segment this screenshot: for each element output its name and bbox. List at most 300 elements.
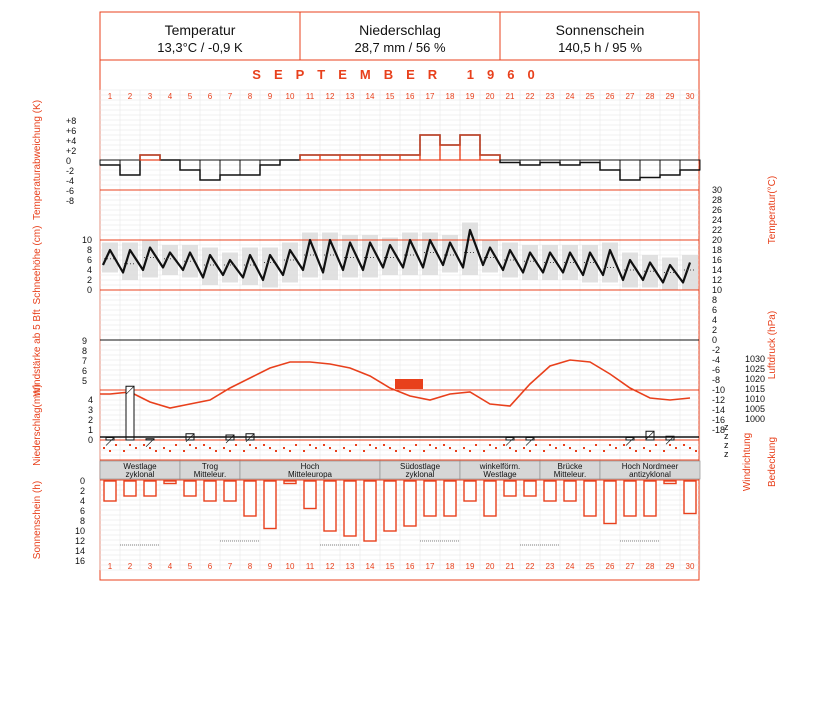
- weather-type-label: Mitteleuropa: [287, 470, 333, 479]
- sunshine-bar: [564, 481, 576, 501]
- winddir-dot: [695, 450, 697, 452]
- winddir-dot: [243, 450, 245, 452]
- winddir-dot: [315, 447, 317, 449]
- sunshine-axis-label: Sonnenschein (h): [32, 480, 43, 560]
- temperature-value: 13,3°C / -0,9 K: [157, 40, 243, 55]
- temperature-tick: -2: [712, 345, 721, 355]
- winddir-dot: [395, 450, 397, 452]
- day-label: 18: [445, 562, 455, 571]
- winddir-dot: [475, 444, 477, 446]
- precip-tick: 4: [88, 395, 94, 405]
- day-label: 24: [565, 92, 575, 101]
- weather-type-label: zyklonal: [405, 470, 435, 479]
- winddir-dot: [489, 444, 491, 446]
- winddir-dot: [235, 444, 237, 446]
- wind-tick: 8: [82, 346, 88, 356]
- wind-tick: 7: [82, 356, 88, 366]
- sunshine-bar: [404, 481, 416, 526]
- winddir-dot: [189, 444, 191, 446]
- winddir-dot: [229, 450, 231, 452]
- anomaly-tick: -2: [66, 166, 75, 176]
- day-label: 15: [385, 562, 395, 571]
- anomaly-axis-label: Temperaturabweichung (K): [32, 99, 43, 221]
- day-label: 25: [585, 562, 595, 571]
- winddir-dot: [663, 450, 665, 452]
- temp-range-rect: [422, 233, 438, 276]
- anomaly-tick: +6: [66, 126, 77, 136]
- winddir-dot: [123, 450, 125, 452]
- day-label: 29: [665, 562, 675, 571]
- pressure-tick: 1025: [745, 364, 766, 374]
- temp-range-rect: [262, 248, 278, 288]
- day-label: 17: [425, 562, 435, 571]
- weather-type-label: Südostlage: [399, 462, 441, 471]
- day-label: 12: [325, 92, 335, 101]
- sunshine-bar: [604, 481, 616, 524]
- winddir-dot: [455, 450, 457, 452]
- temperature-axis-label: Temperatur(°C): [767, 175, 778, 245]
- day-label: 27: [625, 92, 635, 101]
- pressure-tick: 1030: [745, 354, 766, 364]
- weather-type-label: Westlage: [123, 462, 157, 471]
- wind-tick: 6: [82, 366, 88, 376]
- winddir-dot: [169, 450, 171, 452]
- winddir-dot: [435, 447, 437, 449]
- day-label: 30: [685, 562, 695, 571]
- anomaly-tick: +2: [66, 146, 77, 156]
- winddir-dot: [535, 444, 537, 446]
- sunshine-bar: [644, 481, 656, 516]
- winddir-dot: [163, 447, 165, 449]
- anomaly-bar: [120, 160, 140, 175]
- weather-type-label: Trog: [201, 462, 219, 471]
- sunshine-bar: [664, 481, 676, 484]
- winddir-dot: [323, 444, 325, 446]
- winddir-dot: [555, 447, 557, 449]
- temperature-tick: 20: [712, 235, 723, 245]
- winddir-dot: [529, 450, 531, 452]
- winddir-dot: [495, 447, 497, 449]
- winddir-dot: [303, 450, 305, 452]
- winddir-dot: [655, 444, 657, 446]
- day-labels-bottom: [108, 562, 695, 571]
- temperature-tick: 14: [712, 265, 723, 275]
- sunshine-bar: [544, 481, 556, 501]
- anomaly-negative-block: [120, 160, 140, 175]
- sunshine-bar: [104, 481, 116, 501]
- day-label: 18: [445, 92, 455, 101]
- anomaly-bar: [420, 135, 440, 160]
- anomaly-bar: [660, 160, 680, 175]
- anomaly-tick: -8: [66, 196, 75, 206]
- weather-type-label: Hoch: [300, 462, 320, 471]
- winddir-dot: [375, 447, 377, 449]
- anomaly-bar: [220, 160, 240, 175]
- anomaly-tick: -6: [66, 186, 75, 196]
- day-label: 22: [525, 562, 535, 571]
- anomaly-positive-block: [440, 145, 460, 160]
- day-label: 12: [325, 562, 335, 571]
- winddir-dot: [389, 447, 391, 449]
- temp-range-rect: [682, 255, 698, 290]
- temperature-tick: -6: [712, 365, 721, 375]
- day-label: 16: [405, 562, 415, 571]
- anomaly-negative-block: [220, 160, 240, 175]
- winddir-dot: [355, 444, 357, 446]
- winddir-tick: z: [724, 422, 729, 432]
- sunshine-bar: [184, 481, 196, 496]
- sunshine-tick: 4: [79, 496, 85, 506]
- temperature-tick: -8: [712, 375, 721, 385]
- winddir-dot: [369, 444, 371, 446]
- temp-range-rect: [142, 240, 158, 278]
- day-label: 11: [305, 92, 315, 101]
- temperature-tick: 16: [712, 255, 723, 265]
- winddir-dot: [689, 447, 691, 449]
- day-label: 9: [267, 92, 273, 101]
- sunshine-tick: 12: [74, 536, 85, 546]
- sunshine-title: Sonnenschein: [555, 22, 645, 38]
- sunshine-bar: [424, 481, 436, 516]
- winddir-dot: [523, 447, 525, 449]
- temperature-tick: 22: [712, 225, 723, 235]
- day-label: 27: [625, 562, 635, 571]
- winddir-dot: [115, 444, 117, 446]
- day-label: 20: [485, 92, 495, 101]
- winddir-dot: [415, 444, 417, 446]
- pressure-tick: 1015: [745, 384, 766, 394]
- day-label: 3: [147, 562, 153, 571]
- day-label: 26: [605, 92, 615, 101]
- winddir-dot: [549, 444, 551, 446]
- temperature-tick: 10: [712, 285, 723, 295]
- sunshine-bar: [444, 481, 456, 516]
- anomaly-negative-block: [540, 160, 560, 163]
- weather-type-label: Mitteleur.: [553, 470, 587, 479]
- winddir-dot: [423, 450, 425, 452]
- day-label: 11: [305, 562, 315, 571]
- day-label: 7: [227, 92, 233, 101]
- winddir-dot: [449, 447, 451, 449]
- anomaly-bar: [240, 160, 260, 175]
- day-label: 15: [385, 92, 395, 101]
- sunshine-bar: [204, 481, 216, 501]
- winddir-dot: [129, 444, 131, 446]
- sunshine-tick: 0: [79, 476, 85, 486]
- sunshine-bar: [524, 481, 536, 496]
- sunshine-bar: [224, 481, 236, 501]
- day-label: 23: [545, 92, 555, 101]
- cloud-axis-label: Bedeckung: [767, 436, 778, 488]
- sunshine-bar: [684, 481, 696, 514]
- day-label: 24: [565, 562, 575, 571]
- day-label: 17: [425, 92, 435, 101]
- winddir-dot: [509, 447, 511, 449]
- temperature-tick: -12: [712, 395, 726, 405]
- day-label: 30: [685, 92, 695, 101]
- day-label: 3: [147, 92, 153, 101]
- sunshine-bar: [244, 481, 256, 516]
- day-label: 4: [167, 562, 173, 571]
- temp-range-rect: [122, 243, 138, 281]
- sunshine-tick: 6: [79, 506, 85, 516]
- winddir-dot: [335, 450, 337, 452]
- day-label: 29: [665, 92, 675, 101]
- day-label: 5: [187, 92, 193, 101]
- temperature-tick: 28: [712, 195, 723, 205]
- winddir-dot: [583, 447, 585, 449]
- day-label: 8: [247, 562, 253, 571]
- winddir-dot: [283, 447, 285, 449]
- winddir-dot: [109, 450, 111, 452]
- snow-tick: 8: [86, 245, 92, 255]
- winddir-dot: [215, 450, 217, 452]
- winddir-tick: z: [724, 431, 729, 441]
- weather-type-label: winkelförm.: [479, 462, 521, 471]
- sunshine-bar: [304, 481, 316, 509]
- anomaly-tick: +8: [66, 116, 77, 126]
- day-label: 1: [107, 92, 113, 101]
- sunshine-bar: [164, 481, 176, 484]
- temp-range-rect: [362, 235, 378, 278]
- sunshine-bar: [344, 481, 356, 536]
- winddir-dot: [683, 444, 685, 446]
- precipitation-title: Niederschlag: [359, 22, 441, 38]
- winddir-dot: [329, 447, 331, 449]
- pressure-tick: 1005: [745, 404, 766, 414]
- weather-type-label: zyklonal: [125, 470, 155, 479]
- sunshine-tick: 2: [79, 486, 85, 496]
- day-label: 2: [127, 562, 133, 571]
- winddir-dot: [515, 450, 517, 452]
- anomaly-negative-block: [660, 160, 680, 175]
- anomaly-bar: [440, 145, 460, 160]
- sunshine-bar: [264, 481, 276, 529]
- day-label: 2: [127, 92, 133, 101]
- day-label: 19: [465, 562, 475, 571]
- snow-axis-label: Schneehöhe (cm): [32, 225, 43, 305]
- temperature-tick: 24: [712, 215, 723, 225]
- month-title: SEPTEMBER 1960: [252, 67, 548, 82]
- winddir-dot: [669, 444, 671, 446]
- weather-type-label: Hoch Nordmeer: [621, 462, 679, 471]
- winddir-dot: [675, 447, 677, 449]
- winddir-dot: [155, 450, 157, 452]
- anomaly-positive-block: [460, 135, 480, 160]
- winddir-dot: [649, 450, 651, 452]
- winddir-dot: [609, 444, 611, 446]
- day-label: 23: [545, 562, 555, 571]
- sunshine-value: 140,5 h / 95 %: [558, 40, 642, 55]
- temperature-tick: 8: [712, 295, 718, 305]
- temperature-tick: 26: [712, 205, 723, 215]
- snow-tick: 6: [86, 255, 92, 265]
- winddir-dot: [349, 450, 351, 452]
- sunshine-bar: [464, 481, 476, 501]
- winddir-dot: [569, 447, 571, 449]
- winddir-dot: [383, 444, 385, 446]
- winddir-dot: [195, 447, 197, 449]
- winddir-dot: [203, 444, 205, 446]
- day-labels-top: [108, 92, 695, 101]
- wind-axis-label: Windstärke ab 5 Bft: [32, 309, 43, 397]
- winddir-dot: [589, 450, 591, 452]
- temperature-tick: 18: [712, 245, 723, 255]
- pressure-tick: 1000: [745, 414, 766, 424]
- winddir-dot: [263, 444, 265, 446]
- winddir-dot: [363, 450, 365, 452]
- day-label: 16: [405, 92, 415, 101]
- winddir-dot: [343, 447, 345, 449]
- sunshine-bar: [124, 481, 136, 496]
- day-label: 21: [505, 92, 515, 101]
- winddir-dot: [443, 444, 445, 446]
- day-label: 22: [525, 92, 535, 101]
- weather-type-label: antizyklonal: [629, 470, 671, 479]
- winddir-dot: [289, 450, 291, 452]
- anomaly-negative-block: [500, 160, 520, 163]
- precipitation-value: 28,7 mm / 56 %: [354, 40, 446, 55]
- day-label: 7: [227, 562, 233, 571]
- winddir-dot: [135, 447, 137, 449]
- weather-type-label: Mitteleur.: [193, 470, 227, 479]
- winddir-dot: [255, 447, 257, 449]
- winddir-dot: [483, 450, 485, 452]
- day-label: 5: [187, 562, 193, 571]
- winddir-dot: [615, 447, 617, 449]
- winddir-dot: [249, 444, 251, 446]
- temperature-tick: 0: [712, 335, 718, 345]
- anomaly-bar: [460, 135, 480, 160]
- weather-type-label: Westlage: [483, 470, 517, 479]
- winddir-axis-label: Windrichtung: [742, 432, 753, 492]
- wind-tick: 5: [82, 376, 88, 386]
- sunshine-tick: 14: [74, 546, 85, 556]
- snow-tick: 0: [86, 285, 92, 295]
- day-label: 13: [345, 562, 355, 571]
- winddir-dot: [643, 447, 645, 449]
- sunshine-tick: 16: [74, 556, 85, 566]
- temperature-tick: -16: [712, 415, 726, 425]
- wind-tick: 9: [82, 336, 88, 346]
- day-label: 19: [465, 92, 475, 101]
- weather-type-strip: [100, 461, 700, 479]
- winddir-dot: [209, 447, 211, 449]
- winddir-dot: [563, 444, 565, 446]
- day-label: 4: [167, 92, 173, 101]
- precip-tick: 0: [88, 435, 94, 445]
- anomaly-negative-block: [240, 160, 260, 175]
- temperature-tick: 30: [712, 185, 723, 195]
- precip-tick: 2: [88, 415, 94, 425]
- wind-bar: [395, 379, 423, 389]
- precip-axis-label: Niederschlag(mm): [32, 384, 43, 466]
- temperature-tick: 6: [712, 305, 718, 315]
- anomaly-tick: -4: [66, 176, 75, 186]
- sunshine-tick: 10: [74, 526, 85, 536]
- sunshine-bar: [484, 481, 496, 516]
- winddir-tick: z: [724, 440, 729, 450]
- temperature-tick: 12: [712, 275, 723, 285]
- sunshine-bar: [624, 481, 636, 516]
- precip-bar: [126, 386, 134, 440]
- day-label: 26: [605, 562, 615, 571]
- winddir-dot: [629, 447, 631, 449]
- winddir-dot: [595, 444, 597, 446]
- day-label: 8: [247, 92, 253, 101]
- winddir-dot: [469, 450, 471, 452]
- winddir-dot: [503, 444, 505, 446]
- day-label: 6: [207, 562, 213, 571]
- anomaly-negative-block: [580, 160, 600, 163]
- pressure-axis-label: Luftdruck (hPa): [767, 310, 778, 380]
- sunshine-bar: [144, 481, 156, 496]
- temperature-tick: 4: [712, 315, 718, 325]
- winddir-dot: [403, 447, 405, 449]
- temperature-tick: -4: [712, 355, 721, 365]
- day-label: 21: [505, 562, 515, 571]
- winddir-dot: [275, 450, 277, 452]
- anomaly-tick: 0: [66, 156, 72, 166]
- day-label: 10: [285, 92, 295, 101]
- winddir-dot: [183, 450, 185, 452]
- day-label: 20: [485, 562, 495, 571]
- day-label: 28: [645, 92, 655, 101]
- day-label: 9: [267, 562, 273, 571]
- day-label: 28: [645, 562, 655, 571]
- temperature-tick: -18: [712, 425, 726, 435]
- winddir-dot: [175, 444, 177, 446]
- winddir-dot: [623, 444, 625, 446]
- sunshine-tick: 8: [79, 516, 85, 526]
- snow-tick: 10: [81, 235, 92, 245]
- sunshine-bar: [364, 481, 376, 541]
- precipitation-bars: [100, 386, 699, 447]
- winddir-dot: [543, 450, 545, 452]
- winddir-dot: [463, 447, 465, 449]
- temperature-title: Temperatur: [164, 22, 236, 38]
- winddir-dot: [143, 444, 145, 446]
- day-label: 14: [365, 92, 375, 101]
- precip-tick: 1: [88, 425, 94, 435]
- winddir-dot: [269, 447, 271, 449]
- temperature-tick: -10: [712, 385, 726, 395]
- winddir-dot: [575, 450, 577, 452]
- winddir-dot: [223, 447, 225, 449]
- sunshine-bar: [284, 481, 296, 484]
- day-label: 13: [345, 92, 355, 101]
- winddir-dot: [309, 444, 311, 446]
- day-label: 6: [207, 92, 213, 101]
- anomaly-positive-block: [420, 135, 440, 160]
- winddir-dot: [429, 444, 431, 446]
- temp-range-rect: [202, 248, 218, 286]
- snow-tick: 4: [86, 265, 92, 275]
- winddir-dot: [409, 450, 411, 452]
- snow-tick: 2: [86, 275, 92, 285]
- winddir-tick: z: [724, 449, 729, 459]
- winddir-dot: [603, 450, 605, 452]
- winddir-dot: [635, 450, 637, 452]
- precip-tick: 3: [88, 405, 94, 415]
- winddir-dot: [103, 447, 105, 449]
- pressure-tick: 1010: [745, 394, 766, 404]
- wind-bars: [395, 379, 423, 389]
- pressure-tick: 1020: [745, 374, 766, 384]
- temperature-tick: -14: [712, 405, 726, 415]
- day-label: 10: [285, 562, 295, 571]
- winddir-dot: [149, 447, 151, 449]
